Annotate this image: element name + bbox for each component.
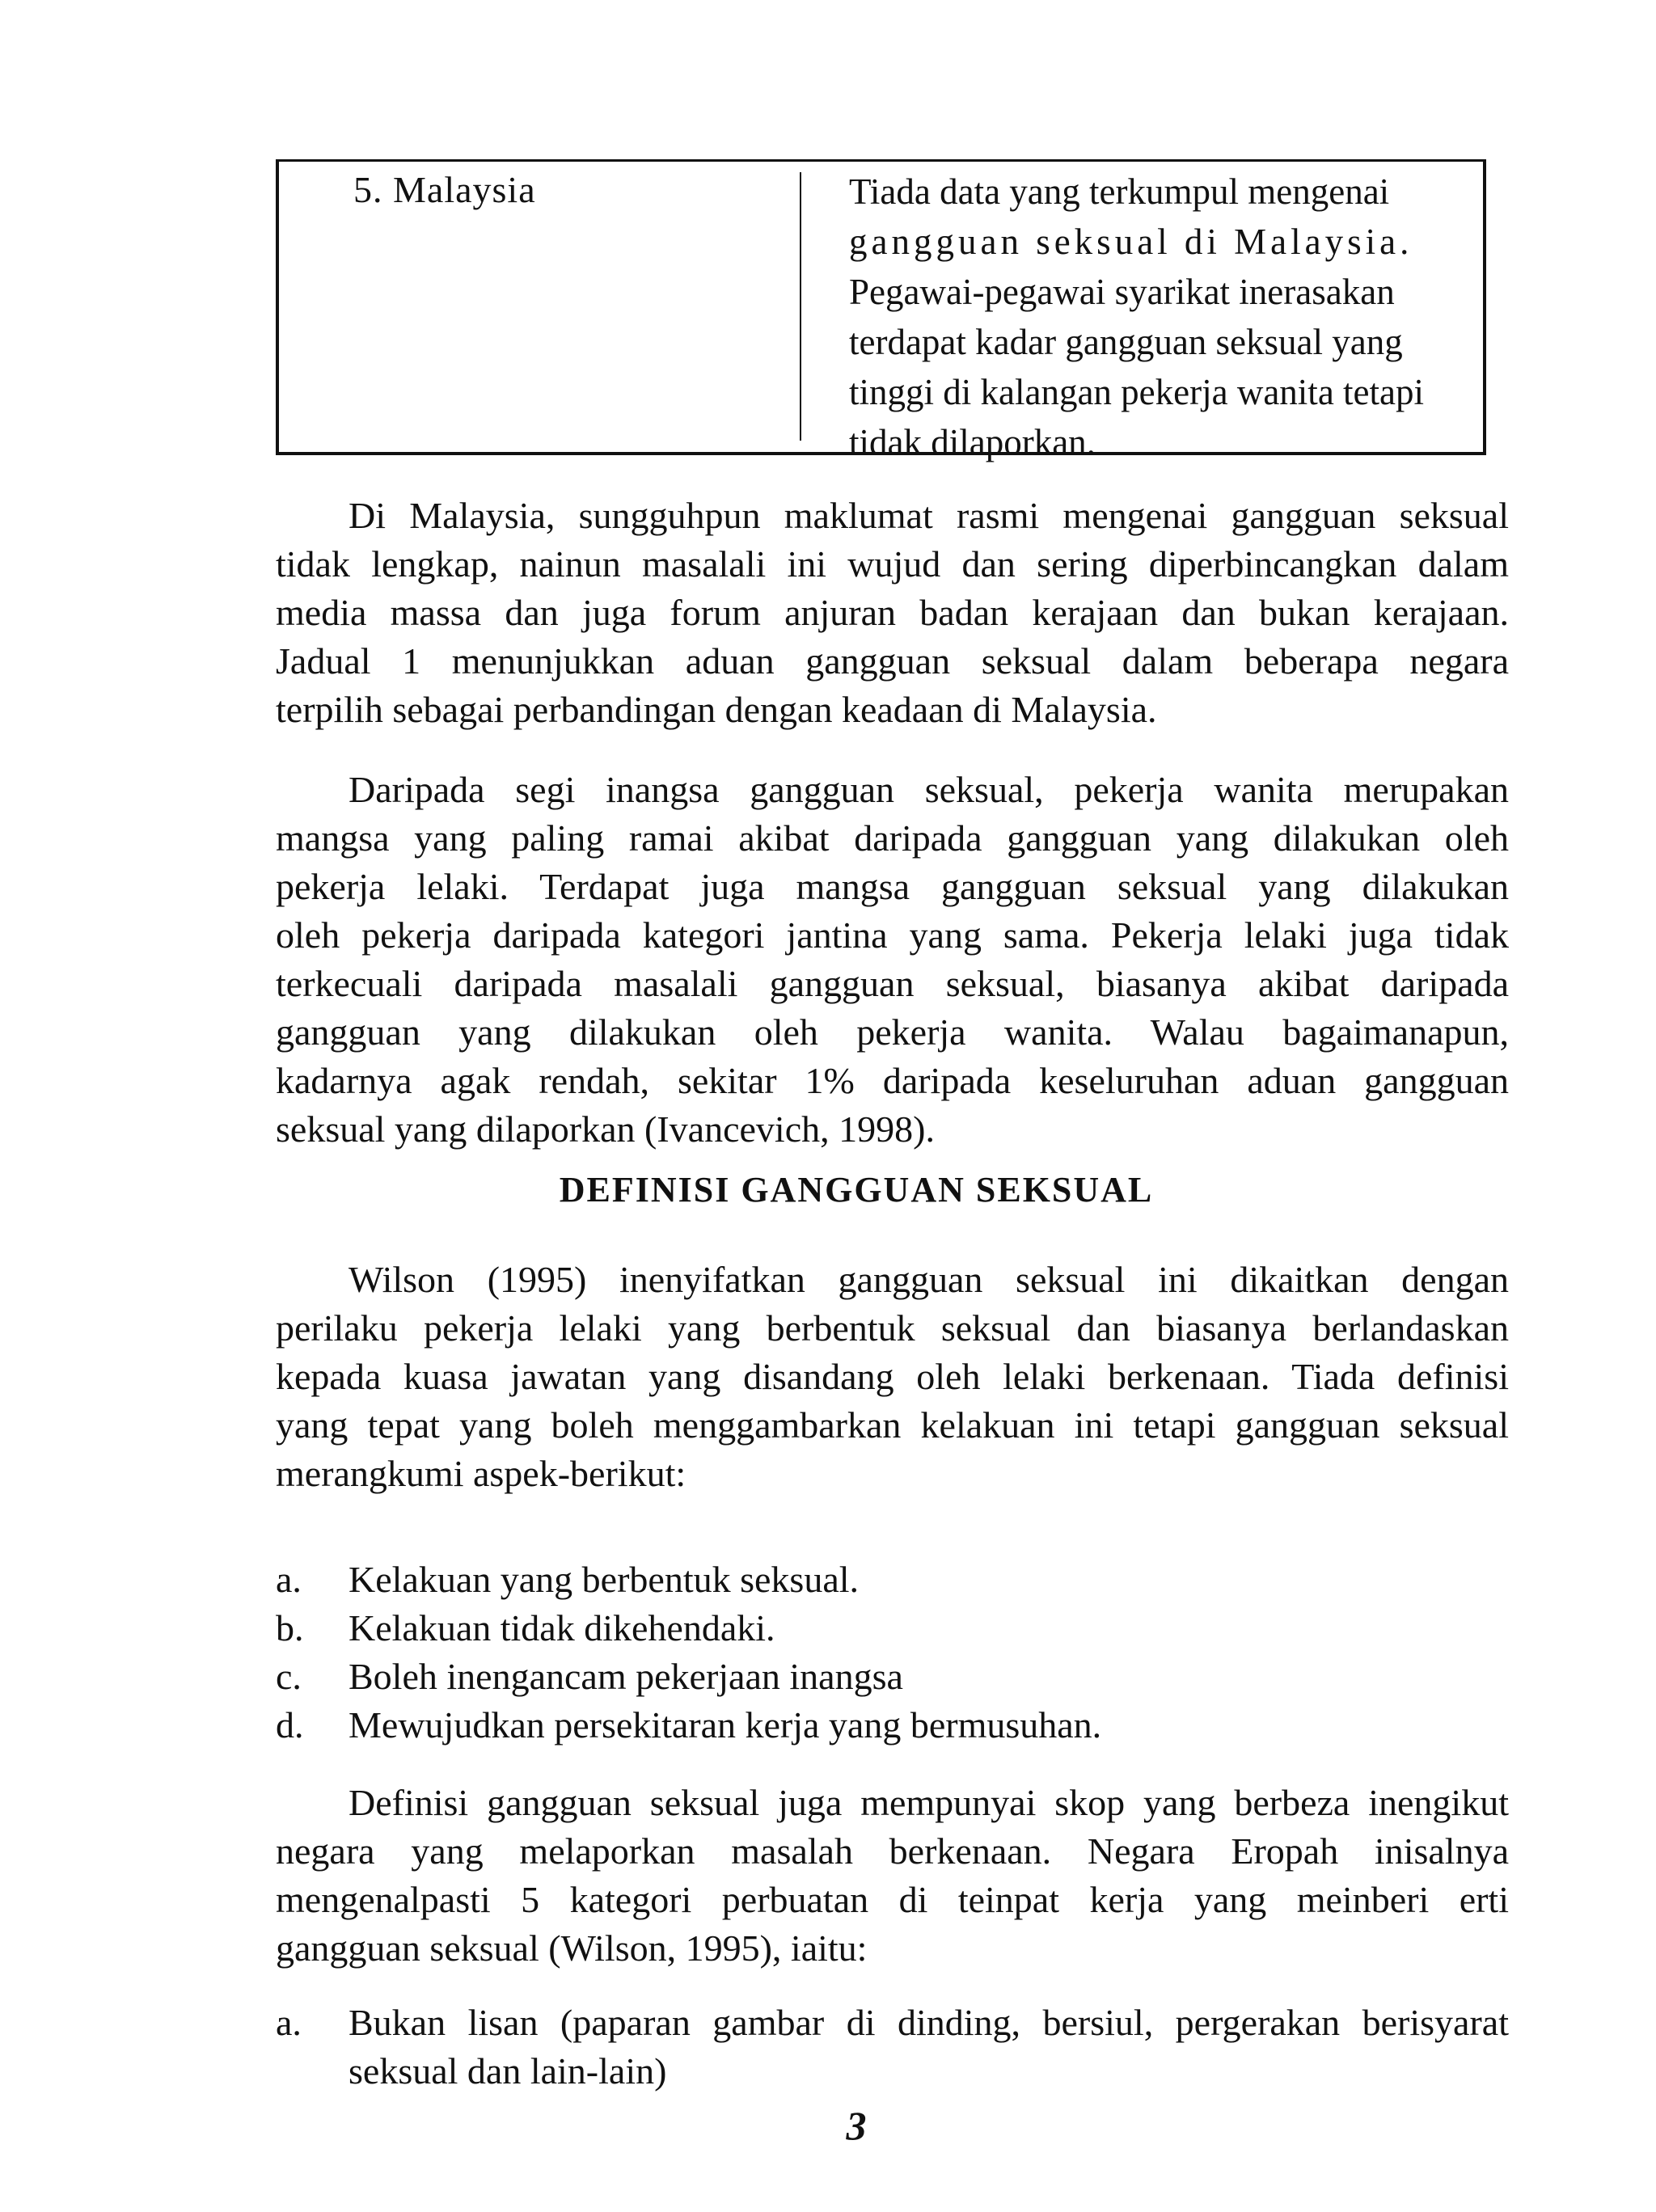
paragraph-line: yang tepat yang boleh menggambarkan kelakuan ini tetapi gangguan seksual: [276, 1404, 1509, 1446]
table-note-line: gangguan seksual di Malaysia.: [849, 222, 1413, 262]
paragraph-line: tidak lengkap, nainun masalali ini wujud dan sering diperbincangkan dalam: [276, 543, 1509, 585]
list-item-text: [349, 1999, 1509, 2096]
list-item-text: Kelakuan tidak dikehendaki.: [349, 1607, 775, 1648]
paragraph-line: gangguan seksual (Wilson, 1995), iaitu:: [276, 1927, 868, 1969]
list-item-text: Kelakuan yang berbentuk seksual.: [349, 1559, 860, 1600]
criteria-list: [276, 1556, 1509, 1750]
table-note-line: tinggi di kalangan pekerja wanita tetapi: [849, 372, 1424, 412]
list-item-line: Bukan lisan (paparan gambar di dinding, bersiul, pergerakan berisyarat: [349, 2002, 1509, 2043]
page-number: 3: [846, 2103, 867, 2148]
list-item: [276, 1701, 1509, 1750]
list-item: [276, 1604, 1509, 1653]
paragraph-1: [276, 492, 1509, 734]
paragraph-line: media massa dan juga forum anjuran badan kerajaan dan bukan kerajaan.: [276, 592, 1509, 633]
paragraph-line: seksual yang dilaporkan (Ivancevich, 1998).: [276, 1108, 935, 1150]
paragraph-line: Di Malaysia, sungguhpun maklumat rasmi mengenai gangguan seksual: [349, 495, 1509, 536]
list-marker: a.: [276, 1559, 302, 1600]
paragraph-line: terkecuali daripada masalali gangguan seksual, biasanya akibat daripada: [276, 963, 1509, 1004]
table-note-line: Pegawai-pegawai syarikat inerasakan: [849, 272, 1395, 312]
paragraph-line: negara yang melaporkan masalah berkenaan. Negara Eropah inisalnya: [276, 1830, 1509, 1872]
paragraph-4: [276, 1779, 1509, 1973]
paragraph-line: merangkumi aspek-berikut:: [276, 1453, 686, 1494]
list-marker: a.: [276, 2002, 302, 2043]
list-item-text: Mewujudkan persekitaran kerja yang bermusuhan.: [349, 1704, 1102, 1746]
list-marker: d.: [276, 1704, 304, 1746]
paragraph-line: mangsa yang paling ramai akibat daripada gangguan yang dilakukan oleh: [276, 817, 1509, 859]
paragraph-3: [276, 1256, 1509, 1498]
paragraph-line: kepada kuasa jawatan yang disandang oleh lelaki berkenaan. Tiada definisi: [276, 1356, 1509, 1397]
paragraph-line: oleh pekerja daripada kategori jantina yang sama. Pekerja lelaki juga tidak: [276, 914, 1509, 956]
list-item: [276, 1999, 1509, 2096]
list-item: [276, 1653, 1509, 1701]
list-marker: b.: [276, 1607, 304, 1648]
table-cell-country: 5. Malaysia: [353, 169, 536, 210]
table-cell-note: [849, 167, 1480, 467]
paragraph-line: Definisi gangguan seksual juga mempunyai skop yang berbeza inengikut: [349, 1782, 1509, 1823]
category-list: [276, 1999, 1509, 2096]
table-note-line: terdapat kadar gangguan seksual yang: [849, 322, 1403, 362]
paragraph-2: [276, 766, 1509, 1154]
paragraph-line: Wilson (1995) inenyifatkan gangguan seksual ini dikaitkan dengan: [349, 1259, 1509, 1300]
paragraph-line: gangguan yang dilakukan oleh pekerja wanita. Walau bagaimanapun,: [276, 1011, 1509, 1053]
table-column-divider: [800, 172, 801, 441]
list-item-line: seksual dan lain-lain): [349, 2050, 667, 2092]
paragraph-line: Daripada segi inangsa gangguan seksual, pekerja wanita merupakan: [349, 769, 1509, 810]
section-heading: DEFINISI GANGGUAN SEKSUAL: [559, 1170, 1154, 1209]
paragraph-line: terpilih sebagai perbandingan dengan keadaan di Malaysia.: [276, 689, 1157, 730]
list-item-text: Boleh inengancam pekerjaan inangsa: [349, 1656, 903, 1697]
paragraph-line: perilaku pekerja lelaki yang berbentuk seksual dan biasanya berlandaskan: [276, 1307, 1509, 1349]
paragraph-line: Jadual 1 menunjukkan aduan gangguan seksual dalam beberapa negara: [276, 640, 1509, 682]
table-note-line: Tiada data yang terkumpul mengenai: [849, 171, 1390, 212]
table-note-line: tidak dilaporkan.: [849, 422, 1096, 462]
list-item: [276, 1556, 1509, 1604]
paragraph-line: pekerja lelaki. Terdapat juga mangsa gangguan seksual yang dilakukan: [276, 866, 1509, 907]
paragraph-line: kadarnya agak rendah, sekitar 1% daripada keseluruhan aduan gangguan: [276, 1060, 1509, 1101]
paragraph-line: mengenalpasti 5 kategori perbuatan di teinpat kerja yang meinberi erti: [276, 1879, 1509, 1920]
list-marker: c.: [276, 1656, 302, 1697]
